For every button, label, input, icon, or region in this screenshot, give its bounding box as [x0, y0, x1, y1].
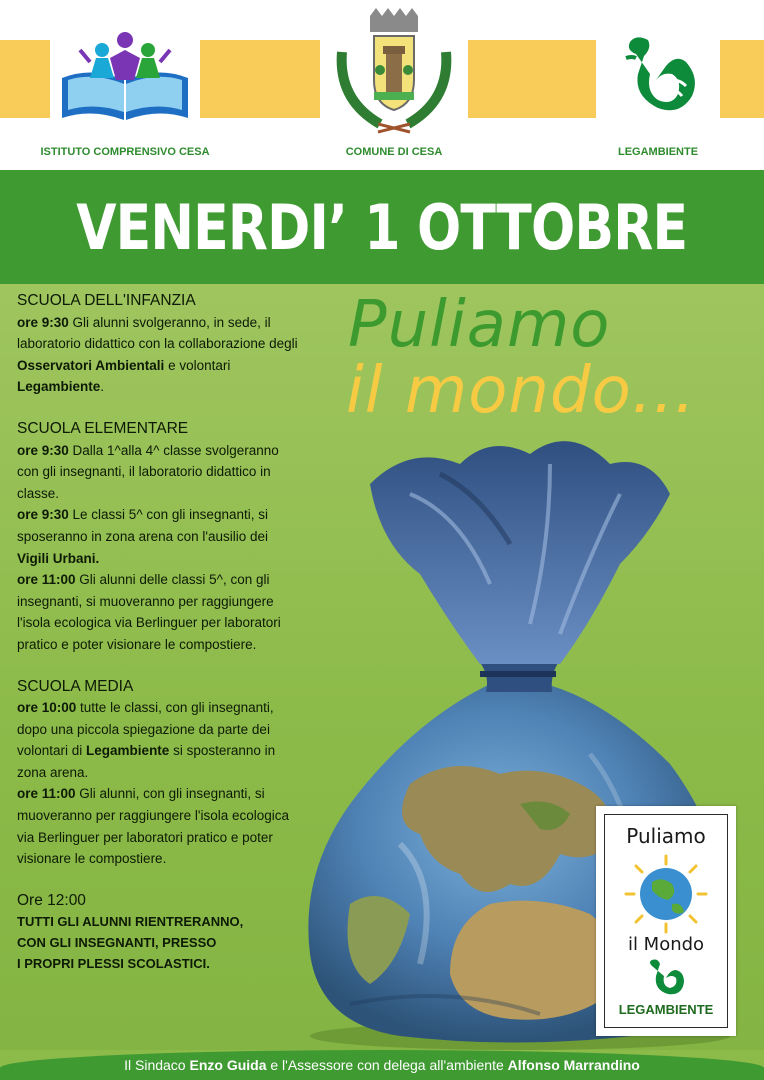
closing-section	[17, 890, 302, 975]
legambiente-logo	[596, 0, 720, 136]
body-text: Le classi 5^ con gli insegnanti, si sposeranno in zona arena con l'ausilio dei	[17, 507, 268, 544]
schedule-text	[17, 290, 302, 974]
mayor-name: Enzo Guida	[189, 1057, 267, 1073]
sun-globe-icon	[622, 854, 710, 934]
body-text: Dalla 1^alla 4^ classe svolgeranno con gli insegnanti, il laboratorio didattico in classe.	[17, 442, 279, 501]
campaign-title-line2: il mondo...	[346, 354, 696, 428]
body-text: .	[100, 379, 105, 395]
campaign-title-line1: Puliamo	[348, 288, 611, 362]
section-heading: SCUOLA MEDIA	[17, 677, 134, 695]
footer-text: Il Sindaco	[124, 1057, 190, 1073]
town-crest-icon	[320, 0, 468, 136]
section-heading: SCUOLA DELL'INFANZIA	[17, 292, 196, 309]
bold-text: Osservatori Ambientali	[17, 357, 165, 373]
body-text: Gli alunni, con gli insegnanti, si muoveranno per raggiungere l'isola ecologica via Berlinguer per laboratori pratico e poter visionare le compostiere.	[17, 786, 289, 867]
main-poster-area	[0, 284, 764, 1050]
footer-credits	[124, 1057, 640, 1073]
footer	[0, 1050, 764, 1080]
body-text: Gli alunni delle classi 5^, con gli insegnanti, si muoveranno per raggiungere l'isola ecologica via Berlinguer per laboratori pratico e poter visionare le compostiere.	[17, 572, 281, 652]
yellow-stripe	[720, 40, 764, 118]
closing-line: TUTTI GLI ALUNNI RIENTRERANNO,	[17, 914, 244, 930]
time-label: ore 11:00	[17, 786, 76, 802]
badge-title-line2: il Mondo	[627, 934, 705, 955]
closing-line: I PROPRI PLESSI SCOLASTICI.	[17, 956, 210, 972]
body-text: e volontari	[164, 357, 231, 373]
time-label: ore 9:30	[17, 507, 69, 523]
time-label: ore 9:30	[17, 442, 69, 458]
body-text: Gli alunni svolgeranno, in sede, il laboratorio didattico con la collaborazione degli	[17, 314, 298, 352]
closing-time: Ore 12:00	[17, 891, 86, 909]
media-section	[17, 676, 302, 870]
body-text: tutte le classi, con gli insegnanti, dopo una piccola spiegazione da parte dei volontari di	[17, 700, 274, 759]
section-body	[17, 440, 302, 656]
logo-caption: COMUNE DI CESA	[345, 146, 443, 158]
date-banner	[0, 170, 764, 284]
bold-text: Legambiente	[86, 743, 170, 759]
section-heading: SCUOLA ELEMENTARE	[17, 419, 189, 437]
yellow-stripe	[0, 40, 50, 118]
swan-icon	[642, 958, 690, 1000]
closing-line: CON GLI INSEGNANTI, PRESSO	[17, 935, 217, 951]
time-label: ore 10:00	[17, 700, 77, 716]
puliamo-il-mondo-badge	[596, 806, 736, 1036]
assessor-name: Alfonso Marrandino	[507, 1057, 640, 1073]
bold-text: Vigili Urbani.	[17, 550, 100, 566]
logo-caption: ISTITUTO COMPRENSIVO CESA	[40, 146, 210, 158]
logo-caption: LEGAMBIENTE	[617, 146, 699, 158]
swan-icon	[596, 0, 720, 136]
yellow-stripe	[468, 40, 596, 118]
istituto-comprensivo-logo	[50, 0, 200, 136]
footer-text: e l'Assessore con delega all'ambiente	[266, 1057, 508, 1073]
badge-brand: LEGAMBIENTE	[618, 1002, 714, 1017]
elementare-section	[17, 418, 302, 656]
section-body	[17, 697, 302, 870]
school-book-icon	[50, 0, 200, 136]
comune-crest-logo	[320, 0, 468, 136]
time-label: ore 11:00	[17, 572, 76, 588]
infanzia-section	[17, 290, 302, 398]
header	[0, 0, 764, 170]
bold-text: Legambiente	[17, 379, 101, 395]
event-date-title: VENERDI’ 1 OTTOBRE	[76, 190, 688, 264]
time-label: ore 9:30	[17, 314, 69, 330]
badge-title-line1: Puliamo	[626, 824, 706, 848]
body-text: si sposteranno in zona arena.	[17, 743, 276, 780]
yellow-stripe	[200, 40, 320, 118]
section-body	[17, 312, 302, 398]
